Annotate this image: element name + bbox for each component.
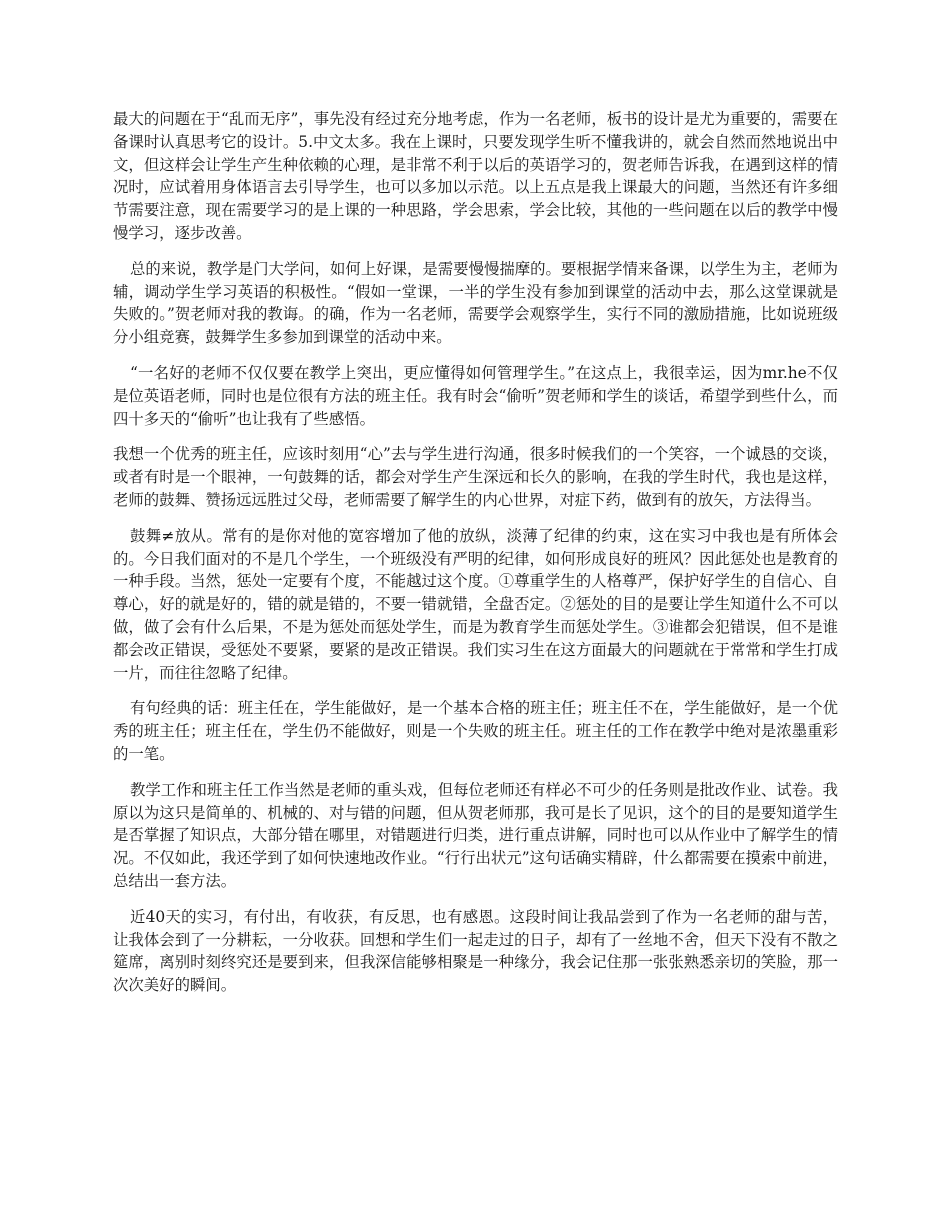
paragraph-6: 有句经典的话：班主任在，学生能做好，是一个基本合格的班主任；班主任不在，学生能做好，是一个优秀的班主任；班主任在，学生仍不能做好，则是一个失败的班主任。班主任的工作在教学中绝对是浓墨重彩的一笔。 — [113, 699, 838, 763]
paragraph-2: 总的来说，教学是门大学问，如何上好课，是需要慢慢揣摩的。要根据学情来备课，以学生为主，老师为辅，调动学生学习英语的积极性。“假如一堂课，一半的学生没有参加到课堂的活动中去，那么这堂课就是失败的。”贺老师对我的教诲。的确，作为一名老师，需要学会观察学生，实行不同的激励措施，比如说班级分小组竞赛，鼓舞学生多参加到课堂的活动中来。 — [113, 259, 838, 347]
paragraph-1: 最大的问题在于“乱而无序”，事先没有经过充分地考虑，作为一名老师，板书的设计是尤为重要的，需要在备课时认真思考它的设计。5.中文太多。我在上课时，只要发现学生听不懂我讲的，就会自然而然地说出中文，但这样会让学生产生种依赖的心理，是非常不利于以后的英语学习的，贺老师告诉我，在遇到这样的情况时，应试着用身体语言去引导学生，也可以多加以示范。以上五点是我上课最大的问题，当然还有许多细节需要注意，现在需要学习的是上课的一种思路，学会思索，学会比较，其他的一些问题在以后的教学中慢慢学习，逐步改善。 — [113, 110, 838, 242]
paragraph-5: 鼓舞≠放从。常有的是你对他的宽容增加了他的放纵，淡薄了纪律的约束，这在实习中我也是有所体会的。今日我们面对的不是几个学生，一个班级没有严明的纪律，如何形成良好的班风？因此惩处也是教育的一种手段。当然，惩处一定要有个度，不能越过这个度。①尊重学生的人格尊严，保护好学生的自信心、自尊心，好的就是好的，错的就是错的，不要一错就错，全盘否定。②惩处的目的是要让学生知道什么不可以做，做了会有什么后果，不是为惩处而惩处学生，而是为教育学生而惩处学生。③谁都会犯错误，但不是谁都会改正错误，受惩处不要紧，要紧的是改正错误。我们实习生在这方面最大的问题就在于常常和学生打成一片，而往往忽略了纪律。 — [113, 526, 838, 682]
paragraph-8: 近40天的实习，有付出，有收获，有反思，也有感恩。这段时间让我品尝到了作为一名老师的甜与苦，让我体会到了一分耕耘，一分收获。回想和学生们一起走过的日子，却有了一丝地不舍，但天下没有不散之筵席，离别时刻终究还是要到来，但我深信能够相聚是一种缘分，我会记住那一张张熟悉亲切的笑脸，那一次次美好的瞬间。 — [113, 907, 838, 995]
paragraph-7: 教学工作和班主任工作当然是老师的重头戏，但每位老师还有样必不可少的任务则是批改作业、试卷。我原以为这只是简单的、机械的、对与错的问题，但从贺老师那，我可是长了见识，这个的目的是要知道学生是否掌握了知识点，大部分错在哪里，对错题进行归类，进行重点讲解，同时也可以从作业中了解学生的情况。不仅如此，我还学到了如何快速地改作业。“行行出状元”这句话确实精辟，什么都需要在摸索中前进，总结出一套方法。 — [113, 780, 838, 890]
paragraph-3: “一名好的老师不仅仅要在教学上突出，更应懂得如何管理学生。”在这点上，我很幸运，因为mr.he不仅是位英语老师，同时也是位很有方法的班主任。我有时会“偷听”贺老师和学生的谈话，希望学到些什么，而四十多天的“偷听”也让我有了些感悟。 — [113, 363, 838, 428]
paragraph-4: 我想一个优秀的班主任，应该时刻用“心”去与学生进行沟通，很多时候我们的一个笑容，一个诚恳的交谈，或者有时是一个眼神，一句鼓舞的话，都会对学生产生深远和长久的影响，在我的学生时代，我也是这样，老师的鼓舞、赞扬远远胜过父母，老师需要了解学生的内心世界，对症下药，做到有的放矢，方法得当。 — [113, 445, 838, 509]
